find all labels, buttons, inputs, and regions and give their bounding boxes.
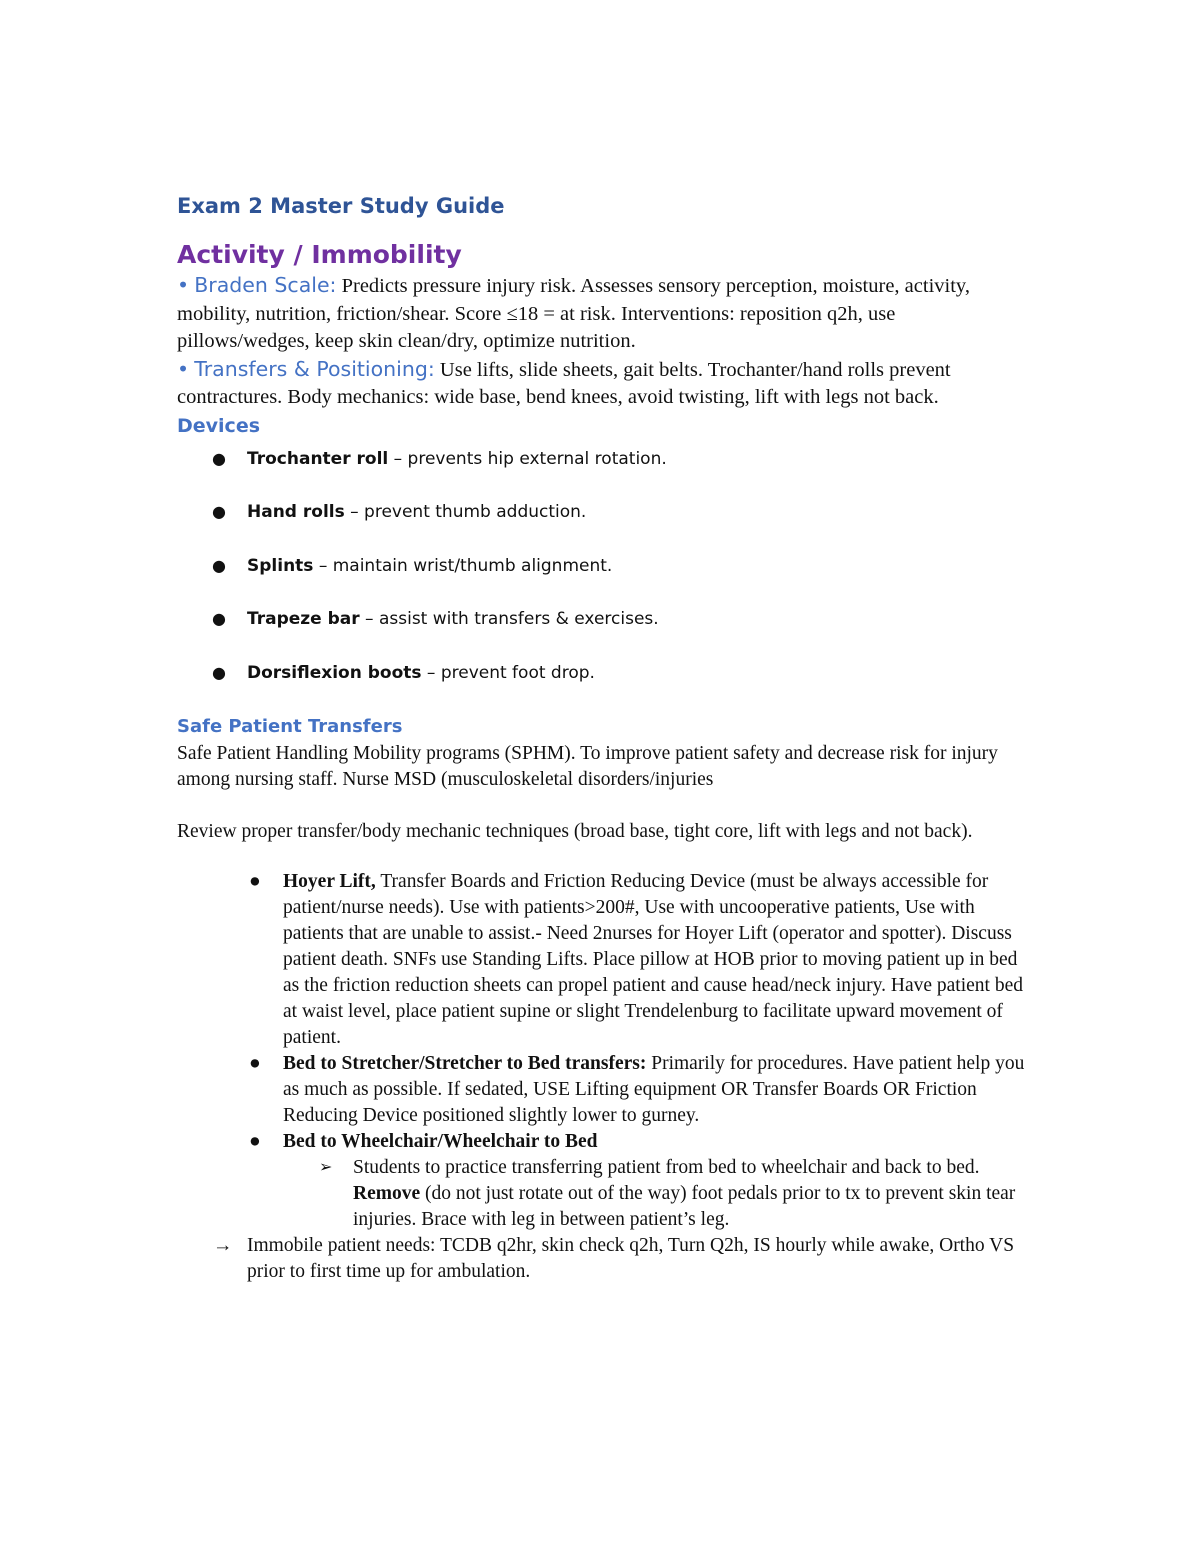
right-arrow-icon: → xyxy=(213,1235,233,1256)
list-item xyxy=(177,606,1027,632)
braden-label: Braden Scale: xyxy=(194,273,337,297)
bullet-icon: ● xyxy=(212,609,226,628)
device-name: Dorsiflexion boots xyxy=(247,662,422,683)
list-item xyxy=(177,499,1027,525)
device-name: Splints xyxy=(247,555,314,576)
document-page xyxy=(177,190,1027,1285)
device-desc: – assist with transfers & exercises. xyxy=(359,609,659,629)
list-item xyxy=(177,446,1027,472)
stretcher-label: Bed to Stretcher/Stretcher to Bed transfers: xyxy=(283,1053,647,1074)
device-desc: – prevent thumb adduction. xyxy=(344,502,587,522)
immobile-paragraph xyxy=(177,1233,1027,1285)
wheelchair-sub-text-a: Students to practice transferring patient from bed to wheelchair and back to bed. xyxy=(353,1157,980,1178)
bullet-icon: ● xyxy=(212,502,226,521)
arrowhead-icon: ➢ xyxy=(319,1159,333,1176)
list-item xyxy=(177,1129,1027,1233)
safe-transfers-heading: Safe Patient Transfers xyxy=(177,716,403,737)
device-desc: – prevents hip external rotation. xyxy=(388,448,667,469)
transfers-text: Use lifts, slide sheets, gait belts. Trochanter/hand rolls prevent contractures. Body mechanics: wide base, bend knees, avoid twisting, lift with legs not back. xyxy=(177,358,951,408)
transfers-positioning-paragraph xyxy=(177,356,1027,412)
list-item xyxy=(177,553,1027,579)
paragraph-gap xyxy=(177,793,1027,819)
immobile-text: Immobile patient needs: TCDB q2hr, skin check q2h, Turn Q2h, IS hourly while awake, Ortho VS prior to first time up for ambulation. xyxy=(247,1235,1015,1282)
wheelchair-sub-bold: Remove xyxy=(353,1183,421,1204)
wheelchair-sublist xyxy=(283,1155,1027,1233)
braden-text: Predicts pressure injury risk. Assesses sensory perception, moisture, activity, mobility, nutrition, friction/shear. Score ≤18 = at risk. Interventions: reposition q2h, use pillows/wedges, keep skin clean/dry, optimize nutrition. xyxy=(177,275,970,352)
review-paragraph: Review proper transfer/body mechanic techniques (broad base, tight core, lift with legs and not back). xyxy=(177,821,973,842)
wheelchair-label: Bed to Wheelchair/Wheelchair to Bed xyxy=(283,1131,598,1152)
device-desc: – prevent foot drop. xyxy=(421,662,595,683)
sphm-paragraph: Safe Patient Handling Mobility programs (SPHM). To improve patient safety and decrease risk for injury among nursing staff. Nurse MSD (musculoskeletal disorders/injuries xyxy=(177,743,998,790)
transfers-bullet: • xyxy=(177,356,190,381)
hoyer-label: Hoyer Lift, xyxy=(283,871,376,892)
device-name: Hand rolls xyxy=(247,502,345,522)
transfers-list xyxy=(177,869,1027,1233)
device-name: Trapeze bar xyxy=(247,609,360,629)
wheelchair-sub-text-b: (do not just rotate out of the way) foot pedals prior to tx to prevent skin tear injuries. Brace with leg in between patient’s leg. xyxy=(353,1183,1016,1230)
braden-paragraph xyxy=(177,272,1027,356)
devices-heading: Devices xyxy=(177,414,261,437)
device-desc: – maintain wrist/thumb alignment. xyxy=(313,555,613,576)
bullet-icon: ● xyxy=(212,662,226,682)
bullet-icon: ● xyxy=(249,1053,261,1074)
section-heading: Activity / Immobility xyxy=(177,240,462,269)
braden-bullet: • xyxy=(177,273,190,297)
stretcher-text: Primarily for procedures. Have patient help you as much as possible. If sedated, USE Lifting equipment OR Transfer Boards OR Friction Reducing Device positioned slightly lower to gurney. xyxy=(283,1053,1025,1126)
bullet-icon: ● xyxy=(212,448,226,468)
bullet-icon: ● xyxy=(249,871,261,892)
devices-list xyxy=(177,446,1027,686)
bullet-icon: ● xyxy=(212,555,226,575)
device-name: Trochanter roll xyxy=(247,448,389,469)
transfers-label: Transfers & Positioning: xyxy=(194,356,435,381)
hoyer-text: Transfer Boards and Friction Reducing Device (must be always accessible for patient/nurse needs). Use with patients>200#, Use with uncooperative patients, Use with patients that are unable to assist.- Need 2nurses for Hoyer Lift (operator and spotter). Discuss patient death. SNFs use Standing Lifts. Place pillow at HOB prior to moving patient up in bed as the friction reduction sheets can propel patient and cause head/neck injury. Have patient bed at waist level, place patient supine or slight Trendelenburg to facilitate upward movement of patient. xyxy=(283,871,1023,1048)
list-item xyxy=(283,1155,1027,1233)
list-item xyxy=(177,869,1027,1051)
document-title: Exam 2 Master Study Guide xyxy=(177,194,505,218)
list-item xyxy=(177,1051,1027,1129)
list-item xyxy=(177,660,1027,686)
bullet-icon: ● xyxy=(249,1131,261,1152)
